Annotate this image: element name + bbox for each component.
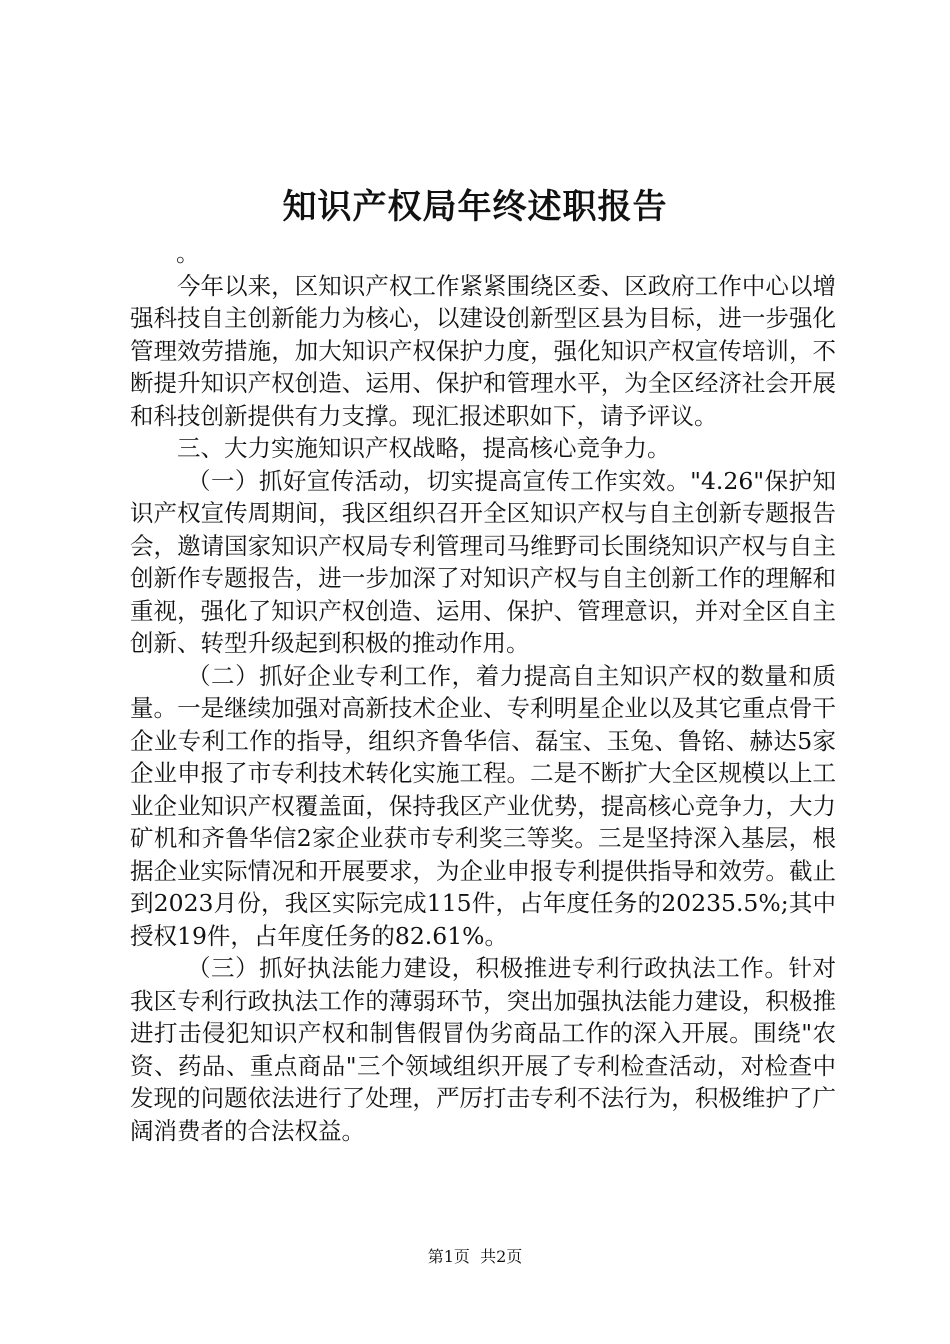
page-number: 第1页 共2页 [427, 1247, 523, 1266]
paragraph-publicity: （一）抓好宣传活动，切实提高宣传工作实效。"4.26"保护知识产权宣传周期间，我区组织召开全区知识产权与自主创新专题报告会，邀请国家知识产权局专利管理司马维野司长围绕知识产权与自主创新作专题报告，进一步加深了对知识产权与自主创新工作的理解和重视，强化了知识产权创造、运用、保护、管理意识，并对全区自主创新、转型升级起到积极的推动作用。 [130, 466, 836, 657]
paragraph-patents: （二）抓好企业专利工作，着力提高自主知识产权的数量和质量。一是继续加强对高新技术企业、专利明星企业以及其它重点骨干企业专利工作的指导，组织齐鲁华信、磊宝、玉兔、鲁铭、赫达5家企业申报了市专利技术转化实施工程。二是不断扩大全区规模以上工业企业知识产权覆盖面，保持我区产业优势，提高核心竞争力，大力矿机和齐鲁华信2家企业获市专利奖三等奖。三是坚持深入基层，根据企业实际情况和开展要求，为企业申报专利提供指导和效劳。截止到2023月份，我区实际完成115件，占年度任务的20235.5%;其中授权19件，占年度任务的82.61%。 [130, 661, 836, 950]
page-footer [0, 1246, 950, 1268]
leading-dot: 。 [176, 239, 200, 267]
section-heading: 三、大力实施知识产权战略，提高核心竞争力。 [177, 434, 671, 462]
paragraph-enforcement: （三）抓好执法能力建设，积极推进专利行政执法工作。针对我区专利行政执法工作的薄弱环节，突出加强执法能力建设，积极推进打击侵犯知识产权和制售假冒伪劣商品工作的深入开展。围绕"农资、药品、重点商品"三个领域组织开展了专利检查活动，对检查中发现的问题依法进行了处理，严厉打击专利不法行为，积极维护了广阔消费者的合法权益。 [130, 954, 836, 1145]
document-title: 知识产权局年终述职报告 [282, 187, 668, 227]
document-body [130, 237, 836, 1147]
paragraph-intro: 今年以来，区知识产权工作紧紧围绕区委、区政府工作中心以增强科技自主创新能力为核心，以建设创新型区县为目标，进一步强化管理效劳措施，加大知识产权保护力度，强化知识产权宣传培训，不断提升知识产权创造、运用、保护和管理水平，为全区经济社会开展和科技创新提供有力支撑。现汇报述职如下，请予评议。 [130, 271, 836, 430]
